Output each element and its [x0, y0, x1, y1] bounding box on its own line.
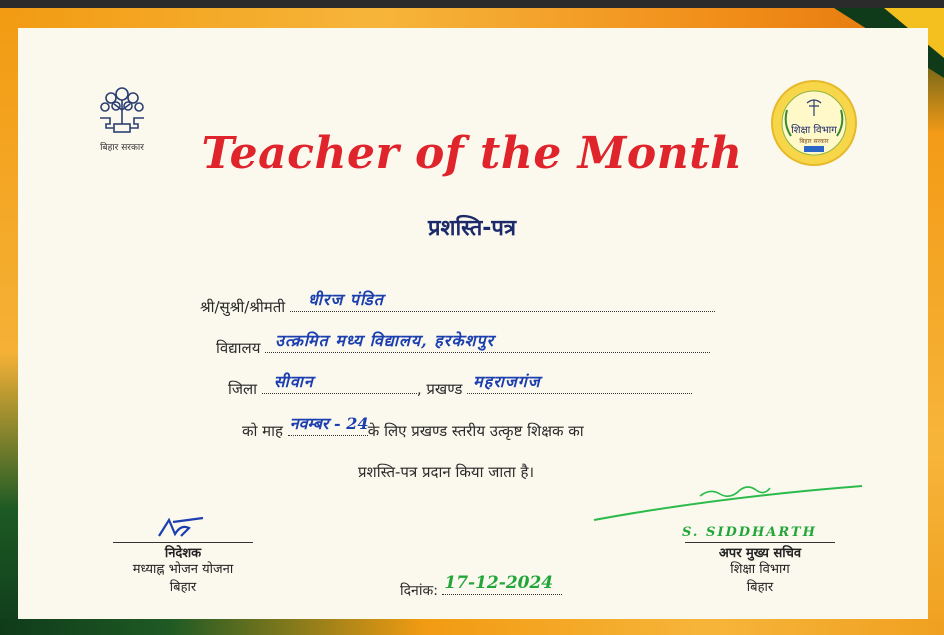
closing-line: प्रशस्ति-पत्र प्रदान किया जाता है। — [358, 463, 535, 481]
secretary-signature-block — [680, 520, 840, 597]
district-value: सीवान — [273, 372, 314, 391]
month-value: नवम्बर - 24 — [289, 414, 369, 433]
district-field — [262, 372, 417, 394]
block-value: महराजगंज — [473, 372, 541, 391]
date-value: 17-12-2024 — [444, 573, 554, 593]
certificate-subtitle: प्रशस्ति-पत्र — [427, 216, 517, 241]
school-line — [216, 331, 710, 358]
left-role: निदेशक — [164, 546, 202, 561]
month-line — [242, 414, 584, 441]
emblem-title: शिक्षा विभाग — [791, 125, 837, 136]
month-field — [288, 414, 369, 436]
left-dept: मध्याह्न भोजन योजना — [132, 562, 234, 577]
left-logo-caption: बिहार सरकार — [100, 143, 144, 153]
block-label: , प्रखण्ड — [416, 380, 463, 398]
right-border-band — [928, 8, 944, 635]
top-border-band — [0, 8, 944, 28]
window-top-bar — [0, 0, 944, 8]
emblem-subtitle: बिहार सरकार — [799, 138, 829, 145]
month-prefix: को माह — [242, 422, 283, 440]
director-signature-block — [108, 516, 258, 597]
bottom-border-band — [0, 619, 944, 635]
school-label: विद्यालय — [216, 339, 261, 357]
name-field — [290, 290, 715, 312]
right-state: बिहार — [746, 580, 774, 595]
district-label: जिला — [228, 380, 258, 398]
name-label: श्री/सुश्री/श्रीमती — [200, 298, 286, 316]
director-signature — [153, 516, 213, 542]
certificate-title: Teacher of the Month — [201, 128, 743, 179]
name-line — [200, 290, 715, 317]
date-label: दिनांक: — [400, 583, 438, 599]
date-line — [400, 573, 562, 600]
secretary-sign-name: S. SIDDHARTH — [682, 525, 817, 540]
district-block-line — [228, 372, 692, 399]
block-field — [467, 372, 692, 394]
name-value: धीरज पंडित — [307, 290, 384, 309]
left-state: बिहार — [169, 580, 197, 595]
right-dept: शिक्षा विभाग — [730, 562, 790, 577]
school-value: उत्क्रमित मध्य विद्यालय, हरकेशपुर — [275, 331, 495, 350]
left-border-band — [0, 8, 18, 635]
right-role: अपर मुख्य सचिव — [718, 546, 802, 561]
month-suffix: के लिए प्रखण्ड स्तरीय उत्कृष्ट शिक्षक का — [367, 422, 584, 440]
date-field — [442, 573, 562, 595]
signature-flourish — [590, 476, 870, 526]
school-field — [265, 331, 710, 353]
